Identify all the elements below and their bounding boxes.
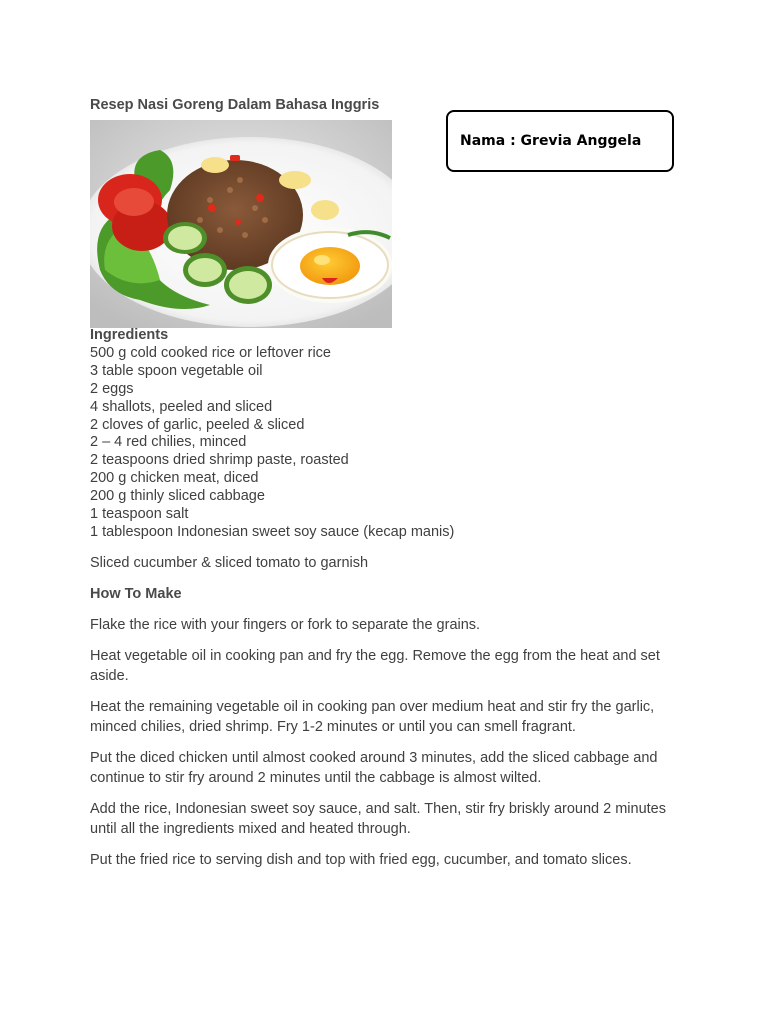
list-item: 1 teaspoon salt bbox=[90, 506, 189, 523]
ingredients-list bbox=[90, 345, 690, 542]
step-paragraph: Add the rice, Indonesian sweet soy sauce, and salt. Then, stir fry briskly around 2 minutes until all the ingredients mixed and heated through. bbox=[90, 800, 666, 837]
list-item: 2 teaspoons dried shrimp paste, roasted bbox=[90, 452, 349, 469]
step-paragraph: Put the diced chicken until almost cooked around 3 minutes, add the sliced cabbage and continue to stir fry around 2 minutes until the cabbage is almost wilted. bbox=[90, 749, 658, 786]
list-item: 500 g cold cooked rice or leftover rice bbox=[90, 344, 331, 361]
list-item: 1 tablespoon Indonesian sweet soy sauce (kecap manis) bbox=[90, 523, 455, 540]
list-item: 4 shallots, peeled and sliced bbox=[90, 398, 273, 415]
how-to-make-heading: How To Make bbox=[90, 585, 182, 602]
list-item: 200 g chicken meat, diced bbox=[90, 470, 259, 487]
step-paragraph: Heat vegetable oil in cooking pan and fry the egg. Remove the egg from the heat and set aside. bbox=[90, 647, 660, 684]
fried-rice-illustration bbox=[90, 120, 392, 328]
list-item: 2 cloves of garlic, peeled & sliced bbox=[90, 416, 305, 433]
recipe-content bbox=[90, 327, 690, 870]
step-paragraph: Heat the remaining vegetable oil in cooking pan over medium heat and stir fry the garlic, minced chilies, dried shrimp. Fry 1-2 minutes or until you can smell fragrant. bbox=[90, 698, 655, 735]
fried-rice-photo bbox=[90, 120, 392, 328]
list-item: 200 g thinly sliced cabbage bbox=[90, 488, 265, 505]
garnish-note: Sliced cucumber & sliced tomato to garnish bbox=[90, 554, 369, 571]
page-title: Resep Nasi Goreng Dalam Bahasa Inggris bbox=[90, 97, 380, 113]
list-item: 2 eggs bbox=[90, 380, 134, 397]
list-item: 2 – 4 red chilies, minced bbox=[90, 434, 247, 451]
list-item: 3 table spoon vegetable oil bbox=[90, 362, 263, 379]
ingredients-heading: Ingredients bbox=[90, 327, 169, 343]
name-box bbox=[446, 110, 674, 172]
step-paragraph: Flake the rice with your fingers or fork to separate the grains. bbox=[90, 616, 481, 633]
name-label: Nama : Grevia Anggela bbox=[460, 133, 642, 149]
step-paragraph: Put the fried rice to serving dish and top with fried egg, cucumber, and tomato slices. bbox=[90, 851, 632, 868]
